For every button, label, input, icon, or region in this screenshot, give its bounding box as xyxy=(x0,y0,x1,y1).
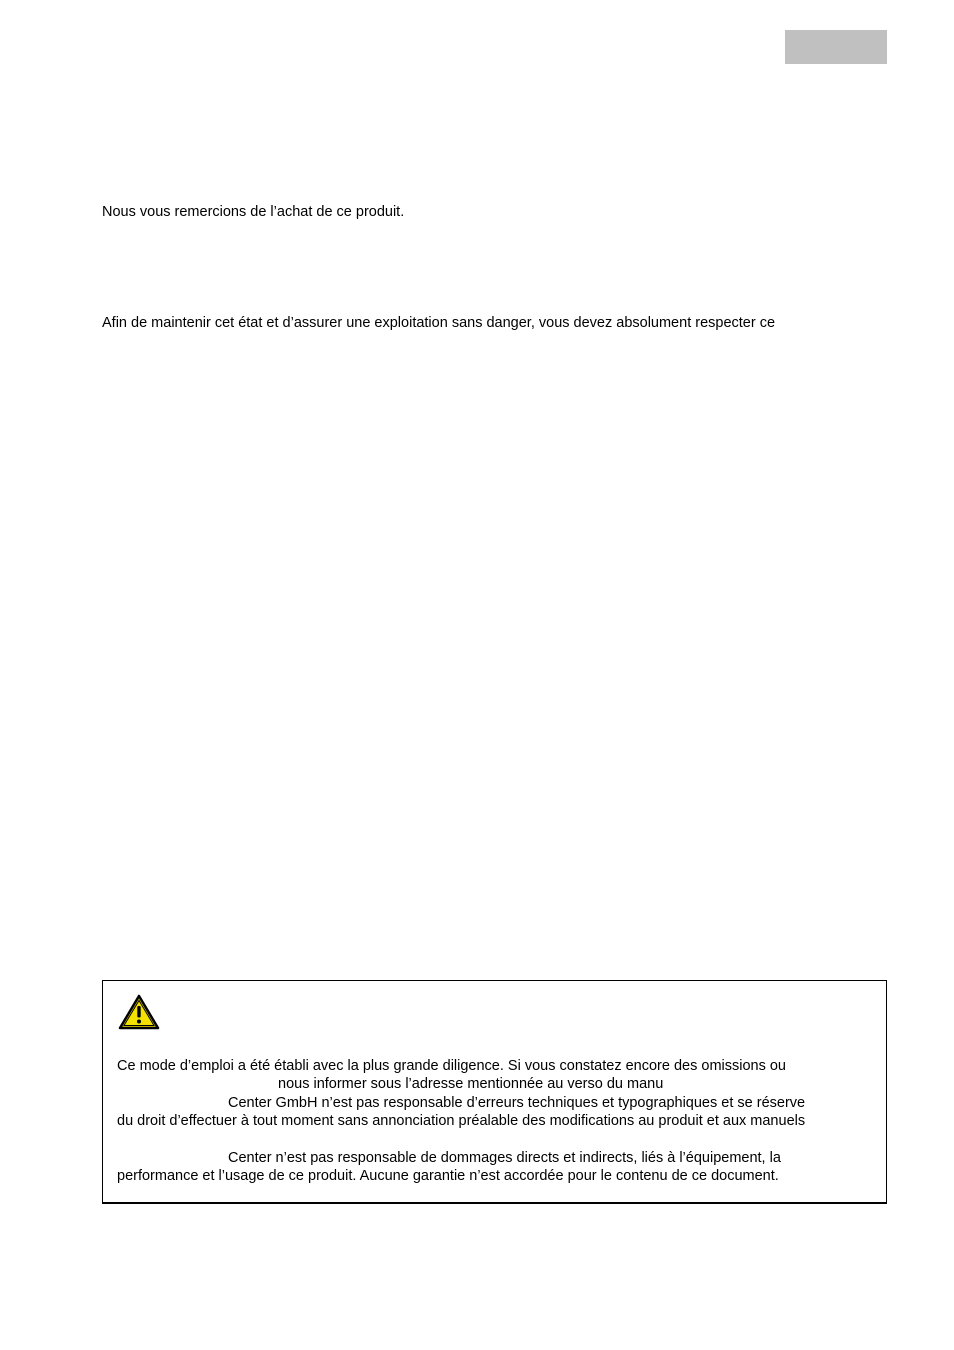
disclaimer-box xyxy=(102,980,887,1204)
disclaimer-line: du droit d’effectuer à tout moment sans annonciation préalable des modifications au produit et aux manuels xyxy=(117,1113,806,1129)
warning-triangle-icon xyxy=(117,993,161,1031)
safety-paragraph: Afin de maintenir cet état et d’assurer une exploitation sans danger, vous devez absolument respecter ce xyxy=(102,315,776,331)
disclaimer-line: Ce mode d’emploi a été établi avec la plus grande diligence. Si vous constatez encore des omissions ou xyxy=(117,1058,786,1074)
disclaimer-line: nous informer sous l’adresse mentionnée au verso du manu xyxy=(278,1076,664,1092)
intro-paragraph: Nous vous remercions de l’achat de ce produit. xyxy=(102,204,405,220)
disclaimer-line: performance et l’usage de ce produit. Aucune garantie n’est accordée pour le contenu de ce document. xyxy=(117,1168,779,1184)
disclaimer-line: Center GmbH n’est pas responsable d’erreurs techniques et typographiques et se réserve xyxy=(228,1095,806,1111)
disclaimer-line: Center n’est pas responsable de dommages directs et indirects, liés à l’équipement, la xyxy=(228,1150,781,1166)
language-tab xyxy=(785,30,887,64)
